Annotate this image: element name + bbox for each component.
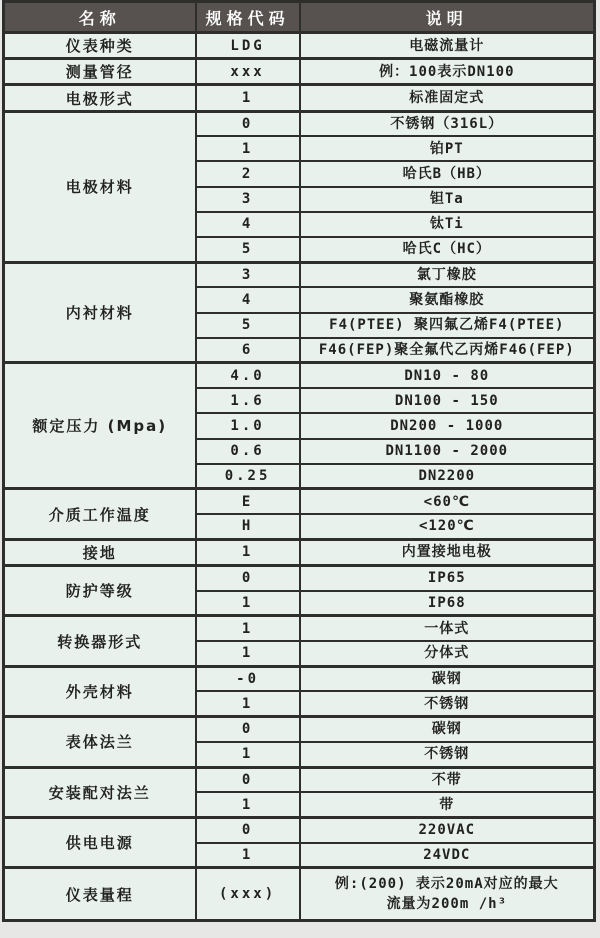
description-line: 例:(200) 表示20mA对应的最大 (334, 876, 559, 893)
spec-code-cell: 1 (196, 616, 300, 641)
column-header-name: 名称 (4, 2, 196, 33)
description-cell: 内置接地电极 (300, 539, 595, 565)
table-row (4, 868, 595, 921)
spec-code-cell: 0.25 (196, 464, 300, 489)
spec-code-cell: 0 (196, 111, 300, 136)
spec-code-cell: 0 (196, 817, 300, 842)
description-cell: 碳钢 (300, 666, 595, 691)
description-line: 流量为200m /h³ (386, 896, 507, 913)
group-name-cell: 仪表种类 (4, 33, 196, 59)
description-cell (300, 868, 595, 921)
description-cell: 不带 (300, 767, 595, 792)
description-cell: 电磁流量计 (300, 33, 595, 59)
spec-code-cell: 6 (196, 338, 300, 363)
spec-code-cell: 4 (196, 212, 300, 237)
table-row (4, 616, 595, 641)
spec-table-body (4, 33, 595, 921)
table-row (4, 59, 595, 85)
description-cell: 不锈钢 (300, 691, 595, 716)
description-cell: 钽Ta (300, 187, 595, 212)
spec-code-cell: E (196, 489, 300, 514)
group-name-cell: 接地 (4, 539, 196, 565)
description-cell: DN200 - 1000 (300, 413, 595, 438)
table-row (4, 817, 595, 842)
spec-code-cell: 2 (196, 161, 300, 186)
description-cell: 例：100表示DN100 (300, 59, 595, 85)
spec-code-cell: 4 (196, 287, 300, 312)
description-cell: <60℃ (300, 489, 595, 514)
group-name-cell: 外壳材料 (4, 666, 196, 716)
spec-table (2, 0, 596, 922)
spec-code-cell: (xxx) (196, 868, 300, 921)
spec-code-cell: 1 (196, 843, 300, 868)
description-cell: 标准固定式 (300, 85, 595, 111)
column-header-code: 规格代码 (196, 2, 300, 33)
description-cell: DN1100 - 2000 (300, 439, 595, 464)
group-name-cell: 电极形式 (4, 85, 196, 111)
description-cell: 碳钢 (300, 717, 595, 742)
spec-code-cell: H (196, 514, 300, 539)
description-cell: 氯丁橡胶 (300, 262, 595, 287)
description-cell: 不锈钢 (300, 742, 595, 767)
group-name-cell: 表体法兰 (4, 717, 196, 767)
table-row (4, 666, 595, 691)
spec-code-cell: 0 (196, 767, 300, 792)
spec-code-cell: 1 (196, 641, 300, 666)
group-name-cell: 电极材料 (4, 111, 196, 262)
spec-code-cell: -0 (196, 666, 300, 691)
spec-code-cell: 1 (196, 136, 300, 161)
group-name-cell: 仪表量程 (4, 868, 196, 921)
spec-code-cell: 1 (196, 591, 300, 616)
spec-code-cell: 1.6 (196, 388, 300, 413)
description-cell: DN2200 (300, 464, 595, 489)
table-row (4, 33, 595, 59)
description-cell: 220VAC (300, 817, 595, 842)
spec-code-cell: xxx (196, 59, 300, 85)
table-row (4, 767, 595, 792)
column-header-desc: 说明 (300, 2, 595, 33)
description-cell: DN10 - 80 (300, 363, 595, 388)
spec-code-cell: 1 (196, 691, 300, 716)
group-name-cell: 内衬材料 (4, 262, 196, 363)
description-cell: IP65 (300, 566, 595, 591)
group-name-cell: 介质工作温度 (4, 489, 196, 539)
spec-code-cell: 1 (196, 85, 300, 111)
spec-code-cell: 0.6 (196, 439, 300, 464)
description-cell: 聚氨酯橡胶 (300, 287, 595, 312)
group-name-cell: 安装配对法兰 (4, 767, 196, 817)
table-row (4, 111, 595, 136)
table-row (4, 262, 595, 287)
description-cell: F46(FEP)聚全氟代乙丙烯F46(FEP) (300, 338, 595, 363)
spec-code-cell: 4.0 (196, 363, 300, 388)
spec-code-cell: 5 (196, 313, 300, 338)
spec-code-cell: 1 (196, 539, 300, 565)
description-cell: 带 (300, 792, 595, 817)
table-row (4, 489, 595, 514)
description-cell: <120℃ (300, 514, 595, 539)
description-cell: 铂PT (300, 136, 595, 161)
description-cell: 哈氏B（HB） (300, 161, 595, 186)
spec-code-cell: LDG (196, 33, 300, 59)
description-cell: 钛Ti (300, 212, 595, 237)
description-cell: DN100 - 150 (300, 388, 595, 413)
table-row (4, 717, 595, 742)
table-row (4, 363, 595, 388)
group-name-cell: 转换器形式 (4, 616, 196, 666)
table-row (4, 539, 595, 565)
spec-code-cell: 3 (196, 187, 300, 212)
description-cell: 分体式 (300, 641, 595, 666)
group-name-cell: 防护等级 (4, 566, 196, 616)
spec-code-cell: 1 (196, 792, 300, 817)
description-cell: IP68 (300, 591, 595, 616)
group-name-cell: 额定压力 (Mpa) (4, 363, 196, 489)
table-row (4, 85, 595, 111)
group-name-cell: 供电电源 (4, 817, 196, 867)
spec-code-cell: 1 (196, 742, 300, 767)
spec-code-cell: 0 (196, 566, 300, 591)
spec-code-cell: 0 (196, 717, 300, 742)
description-cell: 24VDC (300, 843, 595, 868)
description-cell: F4(PTEE) 聚四氟乙烯F4(PTEE) (300, 313, 595, 338)
description-cell: 不锈钢（316L） (300, 111, 595, 136)
description-cell: 一体式 (300, 616, 595, 641)
group-name-cell: 测量管径 (4, 59, 196, 85)
spec-code-cell: 5 (196, 237, 300, 262)
spec-code-cell: 3 (196, 262, 300, 287)
spec-code-cell: 1.0 (196, 413, 300, 438)
table-row (4, 566, 595, 591)
header-row (4, 2, 595, 33)
description-cell: 哈氏C（HC） (300, 237, 595, 262)
